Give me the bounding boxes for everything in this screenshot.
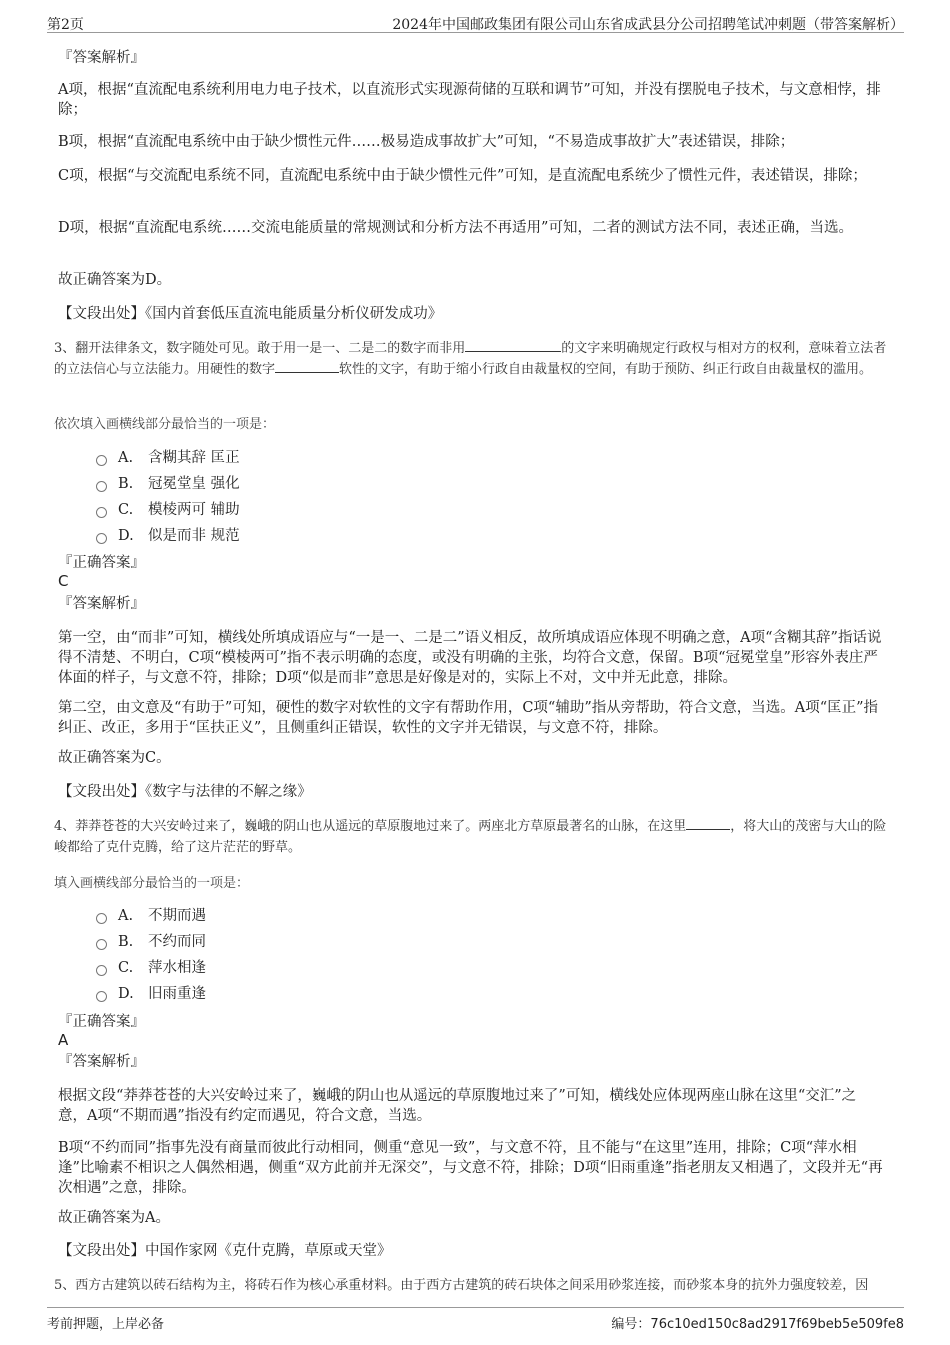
q2-analysis-c: C项，根据“与交流配电系统不同，直流配电系统中由于缺少惯性元件”可知，是直流配电系统少了惯性元件，表述错误，排除； [58,168,867,184]
q3-analysis-label: 『答案解析』 [58,596,145,612]
option-text: 似是而非 规范 [148,528,240,544]
q3-conclusion: 故正确答案为C。 [58,750,171,766]
q4-option-b[interactable] [96,932,206,952]
q4-analysis-label: 『答案解析』 [58,1054,145,1070]
radio-icon[interactable] [96,913,107,924]
radio-icon[interactable] [96,965,107,976]
q4-source: 【文段出处】中国作家网《克什克腾，草原或天堂》 [58,1243,392,1259]
radio-icon[interactable] [96,481,107,492]
q4-option-d[interactable] [96,984,206,1004]
option-text: 冠冕堂皇 强化 [148,476,240,492]
document-title: 2024年中国邮政集团有限公司山东省成武县分公司招聘笔试冲刺题（带答案解析） [392,17,904,33]
q2-analysis-label: 『答案解析』 [58,50,145,66]
q3-source: 【文段出处】《数字与法律的不解之缘》 [58,784,312,800]
q4-option-c[interactable] [96,958,206,978]
radio-icon[interactable] [96,507,107,518]
q3-correct-label: 『正确答案』 [58,555,145,571]
option-letter: A. [118,908,134,924]
q4-question [54,816,894,858]
q3-question [54,338,894,380]
radio-icon[interactable] [96,991,107,1002]
q2-source: 【文段出处】《国内首套低压直流电能质量分析仪研发成功》 [58,306,443,322]
option-letter: C. [118,502,134,518]
q4-analysis-1: 根据文段“莽莽苍苍的大兴安岭过来了，巍峨的阴山也从遥远的草原腹地过来了”可知，横线处应体现两座山脉在这里“交汇”之意，A项“不期而遇”指没有约定而遇见，符合文意，当选。 [58,1088,857,1124]
q3-blank-1 [465,339,561,352]
radio-icon[interactable] [96,533,107,544]
q3-option-b[interactable] [96,474,240,494]
footer-slogan: 考前押题，上岸必备 [47,1317,165,1332]
q5-question: 5、西方古建筑以砖石结构为主，将砖石作为核心承重材料。由于西方古建筑的砖石块体之间采用砂浆连接，而砂浆本身的抗外力强度较差，因 [54,1278,869,1293]
option-letter: C. [118,960,134,976]
q4-instruction: 填入画横线部分最恰当的一项是： [54,876,250,891]
q3-option-a[interactable] [96,448,240,468]
option-text: 模棱两可 辅助 [148,502,240,518]
option-letter: B. [118,476,134,492]
q4-analysis-2: B项“不约而同”指事先没有商量而彼此行动相同，侧重“意见一致”，与文意不符，且不能与“在这里”连用，排除；C项“萍水相逢”比喻素不相识之人偶然相遇，侧重“双方此前并无深交”，与文意不符，排除；D项“旧雨重逢”指老朋友又相遇了，文段并无“再次相遇”之意，排除。 [58,1140,883,1196]
header-divider [47,32,904,33]
q3-analysis-2: 第二空，由文意及“有助于”可知，硬性的数字对软性的文字有帮助作用，C项“辅助”指从旁帮助，符合文意，当选。A项“匡正”指纠正、改正，多用于“匡扶正义”，且侧重纠正错误，软性的文字并无错误，与文意不符，排除。 [58,700,879,736]
radio-icon[interactable] [96,939,107,950]
option-text: 旧雨重逢 [148,986,206,1002]
q2-analysis-d: D项，根据“直流配电系统……交流电能质量的常规测试和分析方法不再适用”可知，二者的测试方法不同，表述正确，当选。 [58,220,853,236]
q3-option-c[interactable] [96,500,240,520]
footer-code-value: 76c10ed150c8ad2917f69beb5e509fe8 [650,1317,904,1332]
q3-correct-answer: C [58,572,69,590]
option-text: 萍水相逢 [148,960,206,976]
option-text: 含糊其辞 匡正 [148,450,240,466]
q2-analysis-a: A项，根据“直流配电系统利用电力电子技术，以直流形式实现源荷储的互联和调节”可知，并没有摆脱电子技术，与文意相悖，排除； [58,82,881,118]
footer-divider [47,1307,904,1308]
page-number: 第2页 [47,17,84,33]
q4-text-1: 4、莽莽苍苍的大兴安岭过来了，巍峨的阴山也从遥远的草原腹地过来了。两座北方草原最著名的山脉，在这里 [54,819,687,834]
q3-text-1: 3、翻开法律条文，数字随处可见。敢于用一是一、二是二的数字而非用 [54,341,466,356]
q3-text-2: 的文字来明确规定行政权与相对方的权利，意味着立法者的立法信心与立法能力。用硬性的数字 [54,341,887,377]
q4-blank [686,817,730,830]
option-letter: B. [118,934,134,950]
q3-blank-2 [275,360,339,373]
option-text: 不期而遇 [148,908,206,924]
q3-text-3: 软性的文字，有助于缩小行政自由裁量权的空间，有助于预防、纠正行政自由裁量权的滥用。 [339,362,873,377]
radio-icon[interactable] [96,455,107,466]
q2-analysis-b: B项，根据“直流配电系统中由于缺少惯性元件……极易造成事故扩大”可知，“不易造成事故扩大”表述错误，排除； [58,134,795,150]
q3-analysis-1: 第一空，由“而非”可知，横线处所填成语应与“一是一、二是二”语义相反，故所填成语应体现不明确之意，A项“含糊其辞”指话说得不清楚、不明白，C项“模棱两可”指不表示明确的态度，或没有明确的主张，均符合文意，保留。B项“冠冕堂皇”形容外表庄严体面的样子，与文意不符，排除；D项“似是而非”意思是好像是对的，实际上不对，文中并无此意，排除。 [58,630,882,686]
q2-conclusion: 故正确答案为D。 [58,272,172,288]
q4-option-a[interactable] [96,906,206,926]
q3-option-d[interactable] [96,526,240,546]
q4-conclusion: 故正确答案为A。 [58,1210,170,1226]
footer-code [611,1313,904,1332]
option-letter: A. [118,450,134,466]
q4-text-2: ，将大山的茂密与大山的险峻都给了克什克腾，给了这片茫茫的野草。 [54,819,887,855]
q4-correct-answer: A [58,1031,69,1049]
q4-correct-label: 『正确答案』 [58,1014,145,1030]
option-letter: D. [118,528,134,544]
footer-code-label: 编号： [611,1317,651,1332]
q3-instruction: 依次填入画横线部分最恰当的一项是： [54,417,276,432]
option-text: 不约而同 [148,934,206,950]
option-letter: D. [118,986,134,1002]
